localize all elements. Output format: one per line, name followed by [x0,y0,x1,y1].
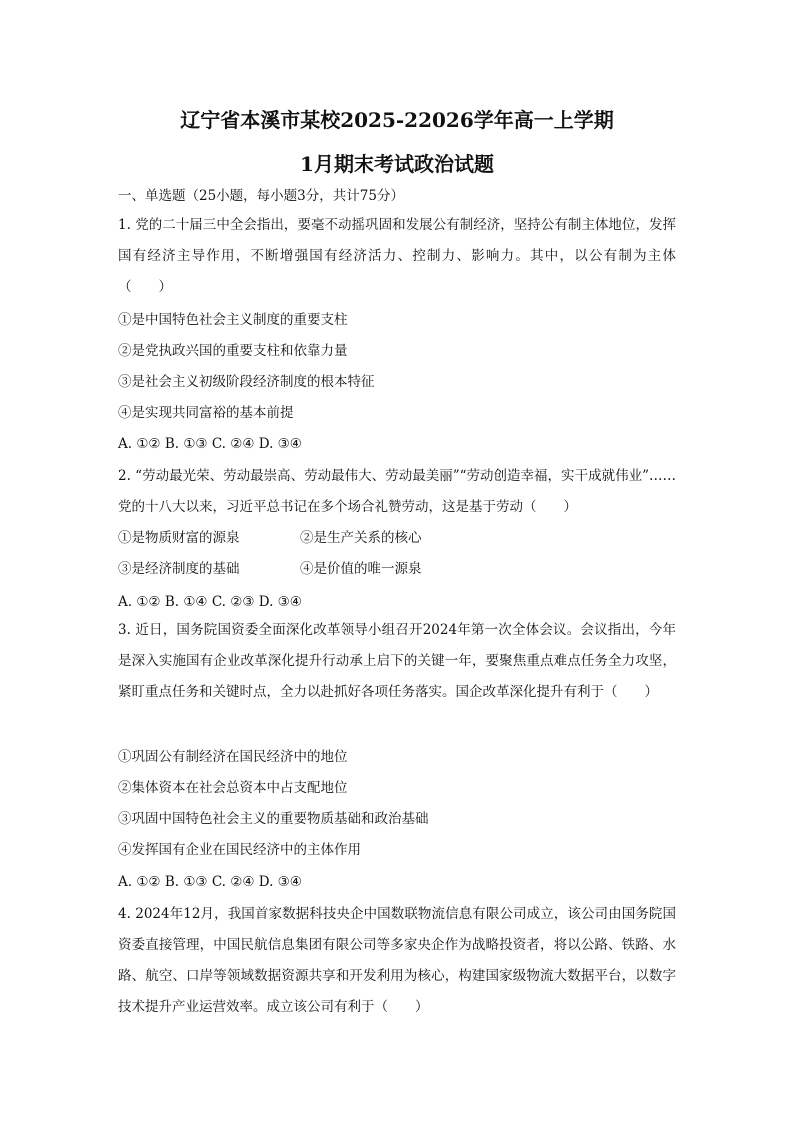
question-2-options-row [118,559,422,579]
question-1-stem: 1. 党的二十届三中全会指出，要毫不动摇巩固和发展公有制经济，坚持公有制主体地位，发挥国有经济主导作用，不断增强国有经济活力、控制力、影响力。其中，以公有制为主体（ ） [118,217,676,295]
question-1-choices: A. ①② B. ①③ C. ②④ D. ③④ [118,436,302,452]
question-1-option: ①是中国特色社会主义制度的重要支柱 [118,312,348,328]
question-2-option: ①是物质财富的源泉 [118,530,240,546]
question-2-choices: A. ①② B. ①④ C. ②③ D. ③④ [118,594,302,610]
question-4-stem: 4. 2024年12月，我国首家数据科技央企中国数联物流信息有限公司成立，该公司由国务院国资委直接管理，中国民航信息集团有限公司等多家央企作为战略投资者，将以公路、铁路、水路、航空、口岸等领域数据资源共享和开发利用为核心，构建国家级物流大数据平台，以数字技术提升产业运营效率。成立该公司有利于（ ） [118,906,676,1015]
section-header: 一、单选题（25小题，每小题3分，共计75分） [118,188,404,204]
question-3-option: ②集体资本在社会总资本中占支配地位 [118,780,348,796]
question-3-option: ④发挥国有企业在国民经济中的主体作用 [118,842,361,858]
question-1-option: ④是实现共同富裕的基本前提 [118,405,294,421]
question-3-stem: 3. 近日，国务院国资委全面深化改革领导小组召开2024年第一次全体会议。会议指出，今年是深入实施国有企业改革深化提升行动承上启下的关键一年，要聚焦重点难点任务全力攻坚，紧盯重点任务和关键时点，全力以赴抓好各项任务落实。国企改革深化提升有利于（ ） [118,622,676,700]
question-2-options-row [118,528,422,548]
question-2-option: ②是生产关系的核心 [300,530,422,546]
question-1-option: ③是社会主义初级阶段经济制度的根本特征 [118,374,375,390]
question-3-option: ③巩固中国特色社会主义的重要物质基础和政治基础 [118,811,429,827]
document-title-line2: 1月期末考试政治试题 [300,152,494,176]
document-title-line1: 辽宁省本溪市某校2025-22026学年高一上学期 [180,108,614,132]
question-2-stem: 2. “劳动最光荣、劳动最崇高、劳动最伟大、劳动最美丽”“劳动创造幸福，实干成就伟业”……党的十八大以来，习近平总书记在多个场合礼赞劳动，这是基于劳动（ ） [118,468,676,515]
question-3-choices: A. ①② B. ①③ C. ②④ D. ③④ [118,874,302,890]
question-1-option: ②是党执政兴国的重要支柱和依靠力量 [118,343,348,359]
question-3-option: ①巩固公有制经济在国民经济中的地位 [118,749,348,765]
question-2-option: ④是价值的唯一源泉 [300,561,422,577]
question-2-option: ③是经济制度的基础 [118,561,240,577]
